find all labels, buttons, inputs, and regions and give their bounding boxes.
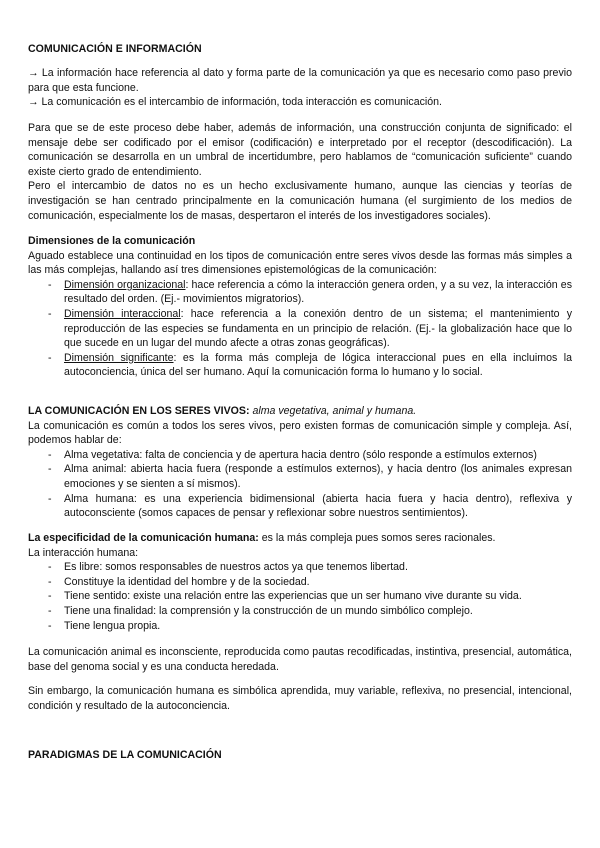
page-title: COMUNICACIÓN E INFORMACIÓN: [28, 43, 202, 55]
seres-vivos-intro: La comunicación es común a todos los seres vivos, pero existen formas de comunicación simple y compleja. Así, podemos hablar de:: [28, 419, 572, 447]
dash-bullet: -: [48, 575, 52, 588]
interaccion-text: Constituye la identidad del hombre y de la sociedad.: [64, 575, 310, 588]
dimension-term: Dimensión significante: [64, 351, 174, 364]
interaccion-text: Tiene sentido: existe una relación entre las experiencias que un ser humano vive durante su vida.: [64, 590, 522, 603]
dimension-text: : hace referencia a la conexión dentro de un sistema; el mantenimiento y reproducción de las especies se fundamenta en un principio de relación. (Ej.- la globalización hace que lo que sucede en un lugar del mundo afecte a otras zonas geográficas).: [64, 307, 572, 350]
list-item: [28, 575, 572, 590]
dash-bullet: -: [48, 307, 52, 320]
dash-bullet: -: [48, 590, 52, 603]
dash-bullet: -: [48, 448, 52, 461]
seres-vivos-heading-italic: alma vegetativa, animal y humana.: [252, 405, 417, 417]
list-item: [28, 492, 572, 521]
dash-bullet: -: [48, 278, 52, 291]
alma-text: Alma animal: abierta hacia fuera (responde a estímulos externos), y hacia dentro (los animales expresan emociones y se sienten a sí mismos).: [64, 463, 572, 490]
dimensions-section: [28, 234, 572, 380]
especificidad-heading-bold: La especificidad de la comunicación humana:: [28, 532, 259, 544]
dimensions-list: [28, 278, 572, 380]
intro-paragraph: [28, 121, 572, 223]
dash-bullet: -: [48, 604, 52, 617]
dash-bullet: -: [48, 351, 52, 364]
seres-vivos-section: [28, 404, 572, 521]
alma-text: Alma humana: es una experiencia bidimensional (abierta hacia fuera y hacia dentro), reflexiva y autoconsciente (somos capaces de pensar y reflexionar sobre nuestros sentimientos).: [64, 492, 572, 520]
list-item: [28, 462, 572, 491]
especificidad-heading: [28, 531, 572, 546]
list-item: [28, 448, 572, 463]
dimension-term: Dimensión organizacional: [64, 278, 186, 291]
dimension-text: : es la forma más compleja de lógica interaccional pues en ella incluimos la autoconciencia, única del ser humano. Aquí la comunicación forma lo humano y lo social.: [64, 351, 572, 379]
list-item: [28, 589, 572, 604]
list-item: [28, 604, 572, 619]
dash-bullet: -: [48, 463, 52, 476]
especificidad-heading-rest: es la más compleja pues somos seres racionales.: [258, 532, 496, 544]
dimensions-heading: Dimensiones de la comunicación: [28, 235, 196, 247]
dimension-term: Dimensión interaccional: [64, 307, 181, 320]
arrow-points: [28, 66, 572, 110]
interaccion-list: [28, 560, 572, 633]
intro-text: Para que se de este proceso debe haber, además de información, una construcción conjunta de significado: el mensaje debe ser codificado por el emisor (codificación) e interpretado por el receptor (descodificación). La comunicación se desarrolla en un umbral de incertidumbre, pero hablamos de “comunicación suficiente” cuando existe cierto grado de entendimiento.: [28, 122, 572, 178]
dash-bullet: -: [48, 492, 52, 505]
dimension-text: : hace referencia a cómo la interacción genera orden, y a su vez, la interacción es resultado del orden. (Ej.- movimientos migratorios).: [64, 278, 572, 306]
arrow-point: → La comunicación es el intercambio de información, toda interacción es comunicación.: [28, 96, 442, 109]
list-item: [28, 278, 572, 307]
intro-text: Pero el intercambio de datos no es un hecho exclusivamente humano, aunque las ciencias y teorías de investigación se han centrado principalmente en la comunicación humana (el surgimiento de los medios de comunicación, especialmente los de masas, despertaron el interés de los investigadores sociales).: [28, 180, 572, 222]
seres-vivos-heading: [28, 404, 572, 419]
dash-bullet: -: [48, 561, 52, 574]
human-paragraph: Sin embargo, la comunicación humana es simbólica aprendida, muy variable, reflexiva, no presencial, intencional, condición y resultado de la autoconciencia.: [28, 685, 572, 712]
interaccion-text: Tiene una finalidad: la comprensión y la construcción de un mundo simbólico complejo.: [64, 604, 473, 617]
arrow-point: → La información hace referencia al dato y forma parte de la comunicación ya que es necesario como paso previo para que esta funcione.: [28, 67, 572, 94]
animal-paragraph: La comunicación animal es inconsciente, reproducida como pautas recodificadas, instintiva, presencial, automática, base del genoma social y es una conducta heredada.: [28, 646, 572, 673]
list-item: [28, 307, 572, 351]
list-item: [28, 560, 572, 575]
alma-list: [28, 448, 572, 521]
alma-text: Alma vegetativa: falta de conciencia y de apertura hacia dentro (sólo responde a estímulos externos): [64, 448, 537, 461]
interaccion-text: Es libre: somos responsables de nuestros actos ya que tenemos libertad.: [64, 561, 408, 574]
dimensions-intro: Aguado establece una continuidad en los tipos de comunicación entre seres vivos desde las formas más simples a las más complejas, hallando así tres dimensiones epistemológicas de la comunicación:: [28, 249, 572, 277]
dash-bullet: -: [48, 619, 52, 632]
list-item: [28, 619, 572, 634]
interaccion-text: Tiene lengua propia.: [64, 619, 161, 632]
paradigmas-heading: PARADIGMAS DE LA COMUNICACIÓN: [28, 749, 222, 761]
especificidad-subheading: La interacción humana:: [28, 546, 139, 559]
seres-vivos-heading-bold: LA COMUNICACIÓN EN LOS SERES VIVOS:: [28, 405, 250, 417]
especificidad-section: [28, 531, 572, 633]
list-item: [28, 351, 572, 380]
